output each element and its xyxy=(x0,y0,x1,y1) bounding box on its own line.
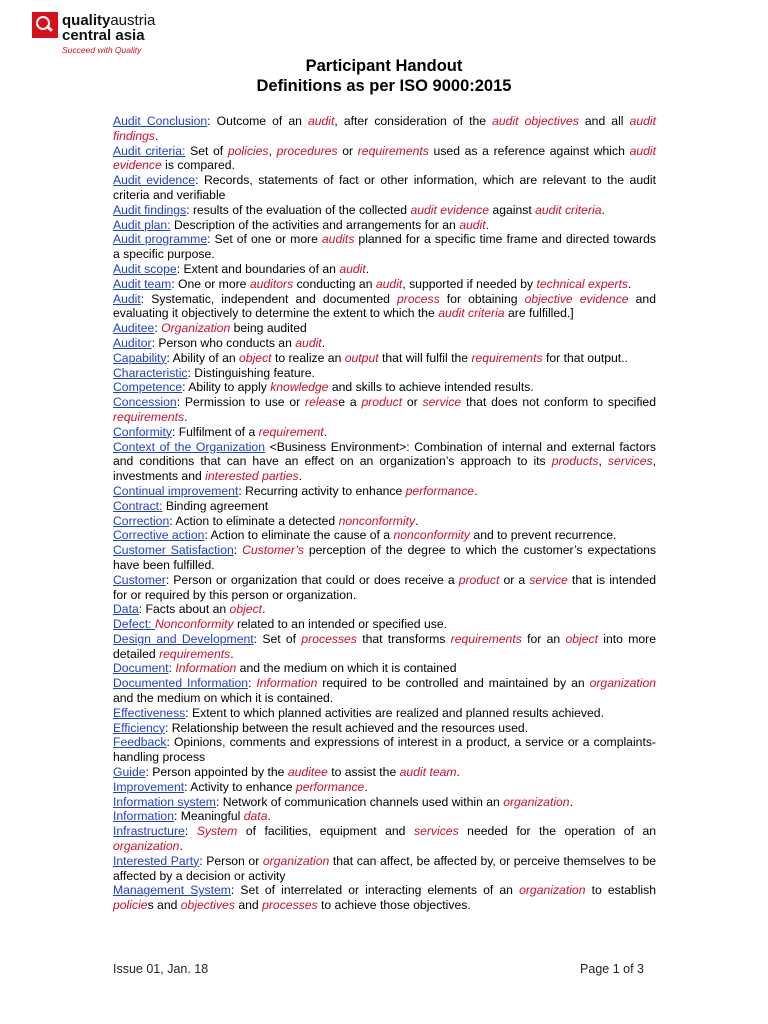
definition-entry xyxy=(113,795,656,810)
definition-term-link[interactable]: Information system xyxy=(113,794,216,809)
referenced-term: organization xyxy=(589,676,656,691)
definition-term-link[interactable]: Audit Conclusion xyxy=(113,114,208,128)
definition-entry xyxy=(113,706,656,721)
definition-entry xyxy=(113,203,656,218)
definition-text: and xyxy=(234,898,263,913)
definition-term-link[interactable]: Audit programme xyxy=(113,232,208,247)
definition-entry xyxy=(113,883,656,913)
referenced-term: processes xyxy=(301,631,357,646)
definition-text: that does not conform to specified xyxy=(461,395,656,410)
definition-term-link[interactable]: Documented Information xyxy=(113,676,249,691)
definition-text: for an xyxy=(521,631,566,646)
logo-region: central asia xyxy=(62,27,145,44)
definition-entry xyxy=(113,321,656,336)
referenced-term: Information xyxy=(256,676,318,691)
definition-term-link[interactable]: Audit criteria: xyxy=(113,143,186,158)
definition-text: being audited xyxy=(230,321,307,336)
definition-entry xyxy=(113,824,656,854)
definition-text: and the medium on which it is contained xyxy=(236,661,457,676)
definition-text: , xyxy=(598,454,608,469)
definition-text: . xyxy=(267,809,271,824)
referenced-term: products xyxy=(551,454,599,469)
referenced-term: audit findings xyxy=(113,114,656,143)
definition-term-link[interactable]: Audit findings xyxy=(113,202,187,217)
definitions-list xyxy=(113,114,656,913)
definition-text: . xyxy=(184,409,188,424)
definition-entry xyxy=(113,484,656,499)
definition-text: used as a reference against which xyxy=(428,143,630,158)
definition-text: : Activity to enhance xyxy=(184,779,296,794)
definition-text: : Systematic, independent and documented xyxy=(140,291,398,306)
referenced-term: Information xyxy=(175,661,237,676)
definition-text: : Action to eliminate the cause of a xyxy=(204,528,394,543)
definition-text: planned for a specific time frame and directed towards a specific purpose. xyxy=(113,232,656,262)
referenced-term: Organization xyxy=(161,321,231,336)
referenced-term: output xyxy=(344,350,379,365)
definition-text: : xyxy=(248,676,257,691)
definition-text: . xyxy=(415,513,419,528)
definition-entry xyxy=(113,262,656,277)
definition-term-link[interactable]: Customer xyxy=(113,572,166,587)
definition-text: and evaluating it objectively to determine the extent to which the xyxy=(113,291,656,321)
definition-term-link[interactable]: Interested Party xyxy=(113,853,200,868)
definition-text: : Person who conducts an xyxy=(151,335,296,350)
definition-term-link[interactable]: Guide xyxy=(113,765,146,780)
definition-term-link[interactable]: Characteristic xyxy=(113,365,188,380)
referenced-term: objectives xyxy=(180,898,235,913)
referenced-term: services xyxy=(413,824,459,839)
definition-text: e a xyxy=(338,395,362,410)
definition-text: : Meaningful xyxy=(173,809,244,824)
referenced-term: objective evidence xyxy=(524,291,629,306)
definition-entry xyxy=(113,676,656,706)
definition-text: . xyxy=(456,765,460,780)
definition-term-link[interactable]: Corrective action xyxy=(113,528,205,543)
definition-text: : Set of one or more xyxy=(207,232,322,247)
definition-text: . xyxy=(262,602,266,617)
referenced-term: requirements xyxy=(471,350,543,365)
definition-text: that will fulfil the xyxy=(378,350,472,365)
referenced-term: audit xyxy=(339,261,366,276)
definition-term-link[interactable]: Audit evidence xyxy=(113,173,196,188)
definition-text: conducting an xyxy=(293,276,376,291)
referenced-term: audit criteria xyxy=(535,202,602,217)
referenced-term: requirements xyxy=(357,143,429,158)
referenced-term: requirements xyxy=(159,646,231,661)
referenced-term: technical experts xyxy=(536,276,628,291)
referenced-term: organization xyxy=(503,794,570,809)
referenced-term: auditee xyxy=(287,765,328,780)
referenced-term: requirements xyxy=(113,409,185,424)
definition-entry xyxy=(113,144,656,174)
definition-text: . xyxy=(179,839,183,854)
definition-term-link[interactable]: Audit plan: xyxy=(113,217,171,232)
referenced-term: knowledge xyxy=(270,380,329,395)
definition-text: and skills to achieve intended results. xyxy=(328,380,534,395)
definition-text: : results of the evaluation of the collected xyxy=(186,202,411,217)
referenced-term: releas xyxy=(305,395,339,410)
definition-term-link[interactable]: Design and Development xyxy=(113,631,254,646)
definition-entry xyxy=(113,573,656,603)
definition-term-link[interactable]: Improvement xyxy=(113,779,185,794)
definition-text: : Action to eliminate a detected xyxy=(169,513,339,528)
referenced-term: process xyxy=(397,291,440,306)
definition-entry xyxy=(113,395,656,425)
definition-text: : Extent and boundaries of an xyxy=(176,261,340,276)
referenced-term: service xyxy=(529,572,568,587)
referenced-term: organization xyxy=(113,839,180,854)
quality-austria-logo-icon xyxy=(32,12,58,38)
definition-text: : Network of communication channels used within an xyxy=(215,794,504,809)
definition-entry xyxy=(113,425,656,440)
definition-text: that can affect, be affected by, or perceive themselves to be affected by a decision or activity xyxy=(113,853,657,883)
definition-entry xyxy=(113,336,656,351)
definition-text: Set of xyxy=(185,143,228,158)
definition-text: Binding agreement xyxy=(162,498,269,513)
definition-text: : Relationship between the result achieved and the resources used. xyxy=(164,720,529,735)
referenced-term: audit xyxy=(307,114,335,128)
definition-text: . xyxy=(298,469,303,484)
referenced-term: product xyxy=(458,572,500,587)
definition-term-link[interactable]: Auditor xyxy=(113,335,152,350)
definition-text: . xyxy=(321,335,326,350)
definition-text: Description of the activities and arrangements for an xyxy=(170,217,460,232)
definition-entry xyxy=(113,440,656,484)
definition-term-link[interactable]: Conformity xyxy=(113,424,172,439)
referenced-term: nonconformity xyxy=(338,513,416,528)
definition-text: and the medium on which it is contained. xyxy=(113,691,334,706)
definition-text: . xyxy=(627,276,632,291)
definition-text: , after consideration of the xyxy=(334,114,493,128)
definition-term-link[interactable]: Capability xyxy=(113,350,167,365)
definition-text: that is intended for or required by this person or organization. xyxy=(113,572,656,602)
referenced-term: organization xyxy=(262,853,330,868)
definition-text: . xyxy=(569,794,573,809)
definition-text: : Distinguishing feature. xyxy=(187,365,315,380)
referenced-term: object xyxy=(229,602,263,617)
definition-entry xyxy=(113,114,656,144)
referenced-term: data xyxy=(243,809,268,824)
definition-entry xyxy=(113,765,656,780)
referenced-term: audit criteria xyxy=(438,306,505,321)
definition-text: : Records, statements of fact or other information, which are relevant to the audit criteria and verifiable xyxy=(113,173,656,202)
definition-term-link[interactable]: Continual improvement xyxy=(113,483,239,498)
definition-text: . xyxy=(155,128,159,143)
referenced-term: performance xyxy=(405,483,475,498)
definition-entry xyxy=(113,380,656,395)
definition-term-link[interactable]: Infrastructure xyxy=(113,824,185,839)
referenced-term: policie xyxy=(113,898,148,913)
definition-term-link[interactable]: Feedback xyxy=(113,735,167,750)
definition-entry xyxy=(113,602,656,617)
company-logo xyxy=(32,12,232,55)
definition-term-link[interactable]: Defect: xyxy=(113,617,155,632)
definition-entry xyxy=(113,721,656,736)
definition-term-link[interactable]: Context of the Organization xyxy=(113,439,265,454)
definition-entry xyxy=(113,661,656,676)
definition-text: is compared. xyxy=(161,158,235,173)
definition-entry xyxy=(113,218,656,233)
referenced-term: audit xyxy=(459,217,486,232)
definition-entry xyxy=(113,514,656,529)
referenced-term: auditors xyxy=(249,276,294,291)
definition-text: and to prevent recurrence. xyxy=(470,528,617,543)
referenced-term: performance xyxy=(295,779,365,794)
definition-text: to establish xyxy=(585,883,656,898)
definition-text: : Person appointed by the xyxy=(145,765,288,780)
definition-term-link[interactable]: Concession xyxy=(113,395,177,410)
referenced-term: audit xyxy=(375,276,403,291)
referenced-term: policies xyxy=(227,143,269,158)
definition-text: . xyxy=(323,424,328,439)
definition-term-link[interactable]: Effectiveness xyxy=(113,705,186,720)
definition-text: or a xyxy=(499,572,530,587)
definition-term-link[interactable]: Auditee xyxy=(113,321,155,336)
definition-entry xyxy=(113,543,656,573)
definition-term-link[interactable]: Management System xyxy=(113,883,231,898)
definition-entry xyxy=(113,809,656,824)
definition-text: : Permission to use or xyxy=(176,395,306,410)
definition-text: into more detailed xyxy=(113,631,656,661)
referenced-term: object xyxy=(565,631,598,646)
referenced-term: procedures xyxy=(276,143,338,158)
definition-text: : Person or organization that could or does receive a xyxy=(165,572,459,587)
definition-text: : Ability to apply xyxy=(182,380,271,395)
definition-text: <Business Environment>: Combination of internal and external factors and conditions that can have an effect on an organization’s approach to its xyxy=(113,439,656,469)
referenced-term: organization xyxy=(519,883,586,898)
definition-text: : Opinions, comments and expressions of interest in a product, a service or a complaints-handling process xyxy=(113,735,656,765)
logo-brand-name: qualityaustria xyxy=(62,12,156,29)
definition-text: : xyxy=(184,824,197,839)
definition-text: . xyxy=(365,261,370,276)
logo-tagline: Succeed with Quality xyxy=(62,45,142,55)
referenced-term: audits xyxy=(321,232,355,247)
definition-text: and all xyxy=(578,114,630,128)
referenced-term: Customer’s xyxy=(242,543,304,558)
definition-entry xyxy=(113,632,656,662)
definition-text: : Set of xyxy=(253,631,302,646)
referenced-term: product xyxy=(361,395,403,410)
definition-text: , investments and xyxy=(113,454,656,484)
referenced-term: object xyxy=(239,350,272,365)
definition-text: for obtaining xyxy=(439,291,525,306)
definition-term-link[interactable]: Audit xyxy=(113,291,141,306)
definition-text: , xyxy=(268,143,277,158)
definition-term-link[interactable]: Information xyxy=(113,809,174,824)
definition-text: for that output.. xyxy=(542,350,628,365)
definition-text: against xyxy=(489,202,536,217)
definition-text: : Extent to which planned activities are realized and planned results achieved. xyxy=(185,705,604,720)
definition-entry xyxy=(113,854,656,884)
definition-term-link[interactable]: Data xyxy=(113,602,139,617)
definition-text: of facilities, equipment and xyxy=(237,824,414,839)
definition-entry xyxy=(113,366,656,381)
definition-text: . xyxy=(601,202,605,217)
definition-text: : Person or xyxy=(199,853,263,868)
definition-text: : Facts about an xyxy=(138,602,230,617)
definition-entry xyxy=(113,292,656,322)
definition-text: : xyxy=(168,661,176,676)
definition-text: : Fulfilment of a xyxy=(171,424,259,439)
definition-term-link[interactable]: Contract: xyxy=(113,498,163,513)
definition-entry xyxy=(113,277,656,292)
definition-text: : Ability of an xyxy=(166,350,240,365)
definition-text: . xyxy=(230,646,234,661)
referenced-term: audit objectives xyxy=(492,114,579,128)
definition-text: . xyxy=(474,483,478,498)
definition-text: : Set of interrelated or interacting elements of an xyxy=(230,883,520,898)
definition-text: . xyxy=(485,217,490,232)
footer-page-number: Page 1 of 3 xyxy=(580,962,644,976)
definition-text: : Outcome of an xyxy=(207,114,308,128)
definition-entry xyxy=(113,499,656,514)
referenced-term: service xyxy=(422,395,462,410)
definition-text: that transforms xyxy=(356,631,451,646)
definition-text: or xyxy=(337,143,358,158)
referenced-term: audit xyxy=(295,335,322,350)
referenced-term: System xyxy=(196,824,238,839)
definition-text: perception of the degree to which the customer’s expectations have been fulfilled. xyxy=(113,543,656,572)
definition-term-link[interactable]: Efficiency xyxy=(113,720,165,735)
referenced-term: requirements xyxy=(450,631,522,646)
definition-text: : Recurring activity to enhance xyxy=(238,483,406,498)
definition-text: to assist the xyxy=(327,765,400,780)
referenced-term: Nonconformity xyxy=(155,617,234,632)
definition-term-link[interactable]: Document xyxy=(113,661,169,676)
referenced-term: audit evidence xyxy=(410,202,490,217)
definition-term-link[interactable]: Audit scope xyxy=(113,261,177,276)
definition-term-link[interactable]: Competence xyxy=(113,380,183,395)
footer-issue: Issue 01, Jan. 18 xyxy=(113,962,209,976)
definition-text: are fulfilled.] xyxy=(504,306,574,321)
definition-term-link[interactable]: Audit team xyxy=(113,276,172,291)
definition-entry xyxy=(113,173,656,203)
definition-text: or xyxy=(402,395,423,410)
definition-entry xyxy=(113,617,656,632)
definition-text: s and xyxy=(147,898,181,913)
referenced-term: interested parties xyxy=(205,469,299,484)
definition-text: : xyxy=(233,543,243,558)
document-title: Participant Handout xyxy=(305,57,463,75)
definition-entry xyxy=(113,351,656,366)
referenced-term: services xyxy=(607,454,653,469)
referenced-term: audit team xyxy=(399,765,457,780)
referenced-term: nonconformity xyxy=(393,528,471,543)
definition-text: required to be controlled and maintained by an xyxy=(317,676,590,691)
definition-entry xyxy=(113,735,656,765)
definition-entry xyxy=(113,232,656,262)
definition-text: : One or more xyxy=(171,276,250,291)
definition-text: . xyxy=(364,779,368,794)
document-subtitle: Definitions as per ISO 9000:2015 xyxy=(256,77,512,95)
definition-text: related to an intended or specified use. xyxy=(233,617,448,632)
definition-text: needed for the operation of an xyxy=(458,824,657,839)
definition-term-link[interactable]: Customer Satisfaction xyxy=(113,543,234,558)
definition-text: to achieve those objectives. xyxy=(317,898,471,913)
definition-term-link[interactable]: Correction xyxy=(113,513,170,528)
definition-entry xyxy=(113,780,656,795)
referenced-term: processes xyxy=(262,898,318,913)
definition-entry xyxy=(113,528,656,543)
definition-text: to realize an xyxy=(271,350,345,365)
referenced-term: requirement xyxy=(258,424,324,439)
referenced-term: audit evidence xyxy=(113,143,656,173)
definition-text: , supported if needed by xyxy=(402,276,537,291)
definition-text: : xyxy=(154,321,162,336)
